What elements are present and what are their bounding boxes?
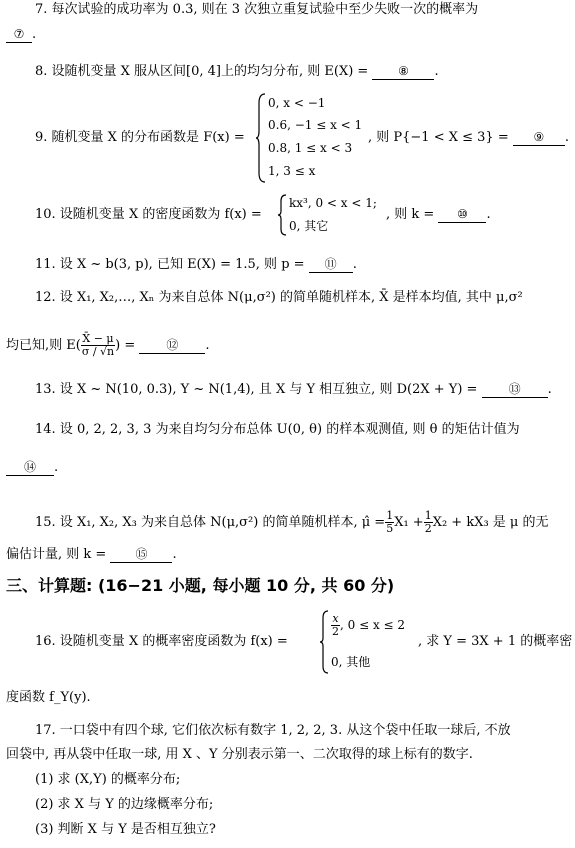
q13-text: 13. 设 X ~ N(10, 0.3), Y ~ N(1,4), 且 X 与 Y 相互独立, 则 D(2X + Y) = xyxy=(35,382,478,397)
q12-text: 12. 设 X₁, X₂,…, Xₙ 为来自总体 N(μ,σ²) 的简单随机样本, X̄ 是样本均值, 其中 μ,σ² xyxy=(35,290,523,305)
q9-case-2: 0.6, −1 ≤ x < 1 xyxy=(268,118,363,132)
q17-line2: 回袋中, 再从袋中任取一球, 用 X 、Y 分别表示第一、二次取得的球上标有的数字. xyxy=(6,747,473,762)
q11-text: 11. 设 X ~ b(3, p), 已知 E(X) = 1.5, 则 p = xyxy=(35,257,305,272)
q10-tail: , 则 k = xyxy=(386,207,435,222)
q14-answer-line: ⑭ . xyxy=(6,460,58,476)
q13-blank[interactable]: ⑬ xyxy=(482,382,548,398)
q9-blank[interactable]: ⑨ xyxy=(513,130,565,146)
q10-lead: 10. 设随机变量 X 的密度函数为 f(x) = xyxy=(35,207,262,222)
q8-line: 8. 设随机变量 X 服从区间[0, 4]上的均匀分布, 则 E(X) = ⑧ . xyxy=(35,64,439,79)
q9-tail: , 则 P{−1 < X ≤ 3} = xyxy=(368,130,509,145)
q15-frac-2: $\frac{1}{2}$ xyxy=(424,509,432,535)
q9-lead: 9. 随机变量 X 的分布函数是 F(x) = xyxy=(35,130,245,145)
q9-tail-line: , 则 P{−1 < X ≤ 3} = ⑨ . xyxy=(368,130,569,145)
section-3-title: 三、计算题: (16−21 小题, 每小题 10 分, 共 60 分) xyxy=(6,576,395,595)
q8-blank[interactable]: ⑧ xyxy=(372,64,434,80)
q9-case-3: 0.8, 1 ≤ x < 3 xyxy=(268,141,353,155)
q17-item-3: (3) 判断 X 与 Y 是否相互独立? xyxy=(35,822,216,837)
q11-blank[interactable]: ⑪ xyxy=(309,257,353,273)
q17-line1: 17. 一口袋中有四个球, 它们依次标有数字 1, 2, 2, 3. 从这个袋中任取一球后, 不放 xyxy=(35,723,511,738)
q7-answer-line: ⑦ . xyxy=(6,27,36,43)
q16-case-1: $\frac{x}{2}$ , 0 ≤ x ≤ 2 xyxy=(332,612,406,638)
q10-case-2: 0, 其它 xyxy=(289,219,329,233)
q15-frac-1: $\frac{1}{5}$ xyxy=(386,509,394,535)
q9-case-4: 1, 3 ≤ x xyxy=(268,164,316,178)
q17-item-2: (2) 求 X 与 Y 的边缘概率分布; xyxy=(35,797,214,812)
q11-line: 11. 设 X ~ b(3, p), 已知 E(X) = 1.5, 则 p = ⑪ . xyxy=(35,257,357,272)
q16-lead: 16. 设随机变量 X 的概率密度函数为 f(x) = xyxy=(35,634,288,649)
q17-item-1: (1) 求 (X,Y) 的概率分布; xyxy=(35,772,181,787)
q10-blank[interactable]: ⑩ xyxy=(438,207,486,223)
q12-blank[interactable]: ⑫ xyxy=(139,338,205,354)
q16-tail: , 求 Y = 3X + 1 的概率密 xyxy=(418,634,573,649)
q12-line2: 均已知,则 E( $\frac{X̄ - \mu}{\sigma / √n}$ ) = ⑫ . xyxy=(6,332,210,358)
q8-text: 8. 设随机变量 X 服从区间[0, 4]上的均匀分布, 则 E(X) = xyxy=(35,64,369,79)
q16-line2: 度函数 f_Y(y). xyxy=(6,690,91,705)
q10-tail-line: , 则 k = ⑩ . xyxy=(386,207,491,222)
q15-line1: 15. 设 X₁, X₂, X₃ 为来自总体 N(μ,σ²) 的简单随机样本, μ̂ = $\frac{1}{5}$ X₁ + $\frac{1}{2}$ X₂ + kX₃ 是 μ 的无 xyxy=(35,509,549,535)
q7-text: 7. 每次试验的成功率为 0.3, 则在 3 次独立重复试验中至少失败一次的概率为 xyxy=(35,2,479,17)
q16-case-2: 0, 其他 xyxy=(331,655,371,669)
q9-brace xyxy=(256,93,266,183)
q7-blank[interactable]: ⑦ xyxy=(6,27,32,43)
q15-blank[interactable]: ⑮ xyxy=(110,547,172,563)
q13-line: 13. 设 X ~ N(10, 0.3), Y ~ N(1,4), 且 X 与 Y 相互独立, 则 D(2X + Y) = ⑬ . xyxy=(35,382,552,397)
q16-brace xyxy=(320,610,329,674)
q9-case-1: 0, x < −1 xyxy=(268,96,326,110)
q10-brace xyxy=(278,194,287,236)
q14-blank[interactable]: ⑭ xyxy=(6,460,54,476)
q15-line2: 偏估计量, 则 k = ⑮ . xyxy=(6,547,177,562)
q12-fraction: $\frac{X̄ - \mu}{\sigma / √n}$ xyxy=(81,332,115,358)
q16-frac: $\frac{x}{2}$ xyxy=(332,612,339,638)
q14-text: 14. 设 0, 2, 2, 3, 3 为来自均匀分布总体 U(0, θ) 的样本观测值, 则 θ 的矩估计值为 xyxy=(35,422,520,437)
q10-case-1: kx³, 0 < x < 1; xyxy=(289,196,377,210)
